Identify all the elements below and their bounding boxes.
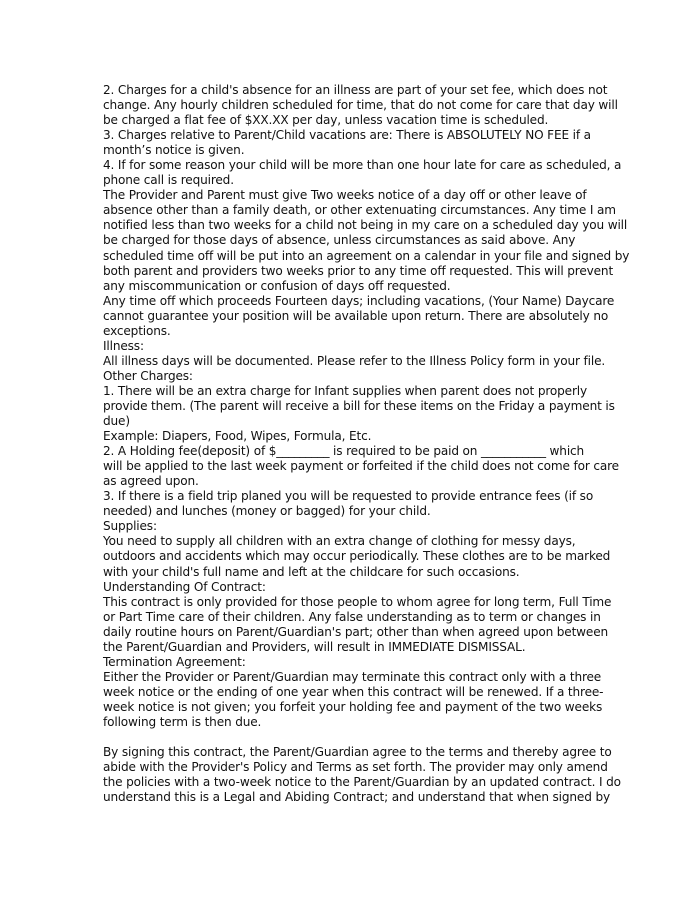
text-line: both parent and providers two weeks prior to any time off requested. This will prevent [103, 263, 614, 278]
text-line: notified less than two weeks for a child not being in my care on a scheduled day you will [103, 218, 628, 233]
text-line: week notice is not given; you forfeit your holding fee and payment of the two weeks [103, 699, 603, 714]
text-line: scheduled time off will be put into an agreement on a calendar in your file and signed by [103, 248, 630, 263]
text-line: any miscommunication or confusion of days off requested. [103, 278, 451, 293]
text-line: You need to supply all children with an extra change of clothing for messy days, [103, 534, 576, 549]
text-line: 1. There will be an extra charge for Infant supplies when parent does not properly [103, 383, 588, 398]
document-body [103, 83, 630, 805]
text-line: change. Any hourly children scheduled for time, that do not come for care that day will [103, 98, 618, 113]
text-line: with your child's full name and left at the childcare for such occasions. [103, 564, 520, 579]
text-line: 3. Charges relative to Parent/Child vacations are: There is ABSOLUTELY NO FEE if a [103, 128, 591, 143]
text-line: abide with the Provider's Policy and Terms as set forth. The provider may only amend [103, 760, 608, 775]
text-line: exceptions. [103, 323, 171, 338]
text-line: outdoors and accidents which may occur periodically. These clothes are to be marked [103, 549, 611, 564]
text-line: the Parent/Guardian and Providers, will result in IMMEDIATE DISMISSAL. [103, 639, 526, 654]
text-line: or Part Time care of their children. Any false understanding as to term or changes in [103, 609, 601, 624]
blank-line [103, 730, 603, 745]
text-line: 4. If for some reason your child will be more than one hour late for care as scheduled, a [103, 158, 622, 173]
text-line: phone call is required. [103, 173, 234, 188]
text-line: absence other than a family death, or other extenuating circumstances. Any time I am [103, 203, 616, 218]
text-line: will be applied to the last week payment or forfeited if the child does not come for care [103, 459, 619, 474]
section-heading-supplies: Supplies: [103, 519, 157, 534]
text-line: This contract is only provided for those people to whom agree for long term, Full Time [103, 594, 612, 609]
section-heading-other-charges: Other Charges: [103, 368, 193, 383]
text-line: daily routine hours on Parent/Guardian's part; other than when agreed upon between [103, 624, 609, 639]
text-line: due) [103, 414, 130, 429]
text-line: following term is then due. [103, 714, 262, 729]
text-line: provide them. (The parent will receive a bill for these items on the Friday a payment is [103, 398, 615, 413]
text-line: cannot guarantee your position will be available upon return. There are absolutely no [103, 308, 609, 323]
text-line: All illness days will be documented. Please refer to the Illness Policy form in your file. [103, 353, 606, 368]
text-line: The Provider and Parent must give Two weeks notice of a day off or other leave of [103, 188, 587, 203]
text-line: as agreed upon. [103, 474, 199, 489]
section-heading-understanding: Understanding Of Contract: [103, 579, 266, 594]
text-line: 3. If there is a field trip planed you will be requested to provide entrance fees (if so [103, 489, 594, 504]
text-line: By signing this contract, the Parent/Guardian agree to the terms and thereby agree to [103, 745, 612, 760]
text-line: understand this is a Legal and Abiding Contract; and understand that when signed by [103, 790, 610, 805]
text-line: week notice or the ending of one year when this contract will be renewed. If a three- [103, 684, 604, 699]
text-line: Either the Provider or Parent/Guardian may terminate this contract only with a three [103, 669, 602, 684]
section-heading-termination: Termination Agreement: [103, 654, 246, 669]
section-heading-illness: Illness: [103, 338, 144, 353]
text-line: Any time off which proceeds Fourteen days; including vacations, (Your Name) Daycare [103, 293, 615, 308]
text-line: Example: Diapers, Food, Wipes, Formula, Etc. [103, 429, 372, 444]
holding-fee-line: 2. A Holding fee(deposit) of $_________ is required to be paid on ___________ which [103, 444, 585, 459]
text-line: month’s notice is given. [103, 143, 245, 158]
text-line: the policies with a two-week notice to the Parent/Guardian by an updated contract. I do [103, 775, 621, 790]
text-line: be charged for those days of absence, unless circumstances as said above. Any [103, 233, 576, 248]
text-line: needed) and lunches (money or bagged) for your child. [103, 504, 431, 519]
text-line: be charged a flat fee of $XX.XX per day, unless vacation time is scheduled. [103, 113, 549, 128]
text-line: 2. Charges for a child's absence for an illness are part of your set fee, which does not [103, 83, 608, 97]
